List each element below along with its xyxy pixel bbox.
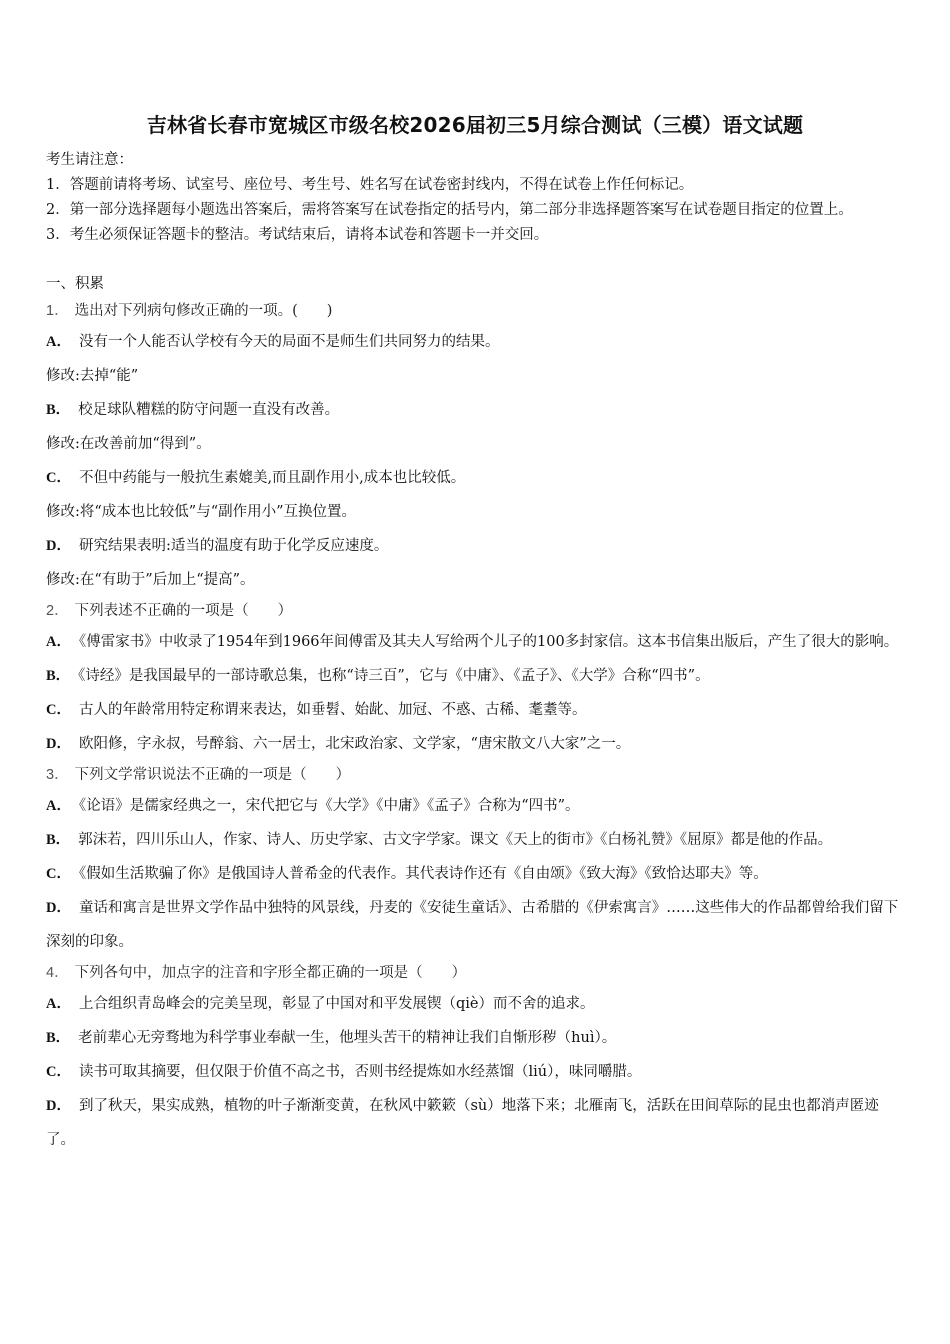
option-text: 欧阳修，字永叔，号醉翁、六一居士，北宋政治家、文学家，“唐宋散文八大家”之一。 [78,736,631,752]
option-letter: D． [46,736,71,752]
option-line [46,659,904,693]
question-number: 3． [46,767,69,783]
option-letter: C． [46,866,71,882]
option-line [46,1089,904,1157]
question-text: 下列文学常识说法不正确的一项是（ ） [74,767,351,783]
option-letter: D． [46,1098,71,1114]
question-stem [46,959,904,987]
document-title: 吉林省长春市宽城区市级名校2026届初三5月综合测试（三模）语文试题 [146,113,804,137]
option-text: 《诗经》是我国最早的一部诗歌总集，也称“诗三百”，它与《中庸》、《孟子》、《大学》合称“四书”。 [78,668,710,684]
option-text: 《傅雷家书》中收录了1954年到1966年间傅雷及其夫人写给两个儿子的100多封家信。这本书信集出版后，产生了很大的影响。 [78,634,899,650]
option-line [46,529,904,563]
option-line [46,1021,904,1055]
option-letter: C． [46,702,71,718]
option-text: 没有一个人能否认学校有今天的局面不是师生们共同努力的结果。 [78,334,500,350]
option-line [46,891,904,959]
option-letter: A． [46,996,71,1012]
question-stem [46,297,904,325]
notice-heading: 考生请注意： [46,152,133,168]
option-text: 校足球队糟糕的防守问题一直没有改善。 [78,402,340,418]
option-line [46,1055,904,1089]
question-2 [46,597,904,761]
option-text: 读书可取其摘要，但仅限于价值不高之书，否则书经提炼如水经蒸馏（liú），味同嚼腊。 [78,1064,642,1080]
option-letter: B． [46,668,71,684]
question-stem [46,597,904,625]
question-number: 2． [46,603,69,619]
question-text: 下列各句中，加点字的注音和字形全都正确的一项是（ ） [74,965,467,981]
option-line [46,823,904,857]
notice-block [46,148,904,248]
option-line [46,857,904,891]
section-heading: 一、积累 [46,276,104,292]
option-line [46,693,904,727]
option-line [46,727,904,761]
option-letter: D． [46,538,71,554]
option-letter: A． [46,634,71,650]
revision-text: 修改:在“有助于”后加上“提高”。 [46,572,255,588]
question-3 [46,761,904,959]
option-text: 童话和寓言是世界文学作品中独特的风景线，丹麦的《安徒生童话》、古希腊的《伊索寓言》……这些伟大的作品都曾给我们留下深刻的印象。 [46,900,899,950]
revision-text: 修改:去掉“能” [46,368,139,384]
option-letter: A． [46,798,71,814]
option-letter: B． [46,1030,71,1046]
option-line [46,987,904,1021]
option-letter: C． [46,1064,71,1080]
option-text: 上合组织青岛峰会的完美呈现，彰显了中国对和平发展锲（qiè）而不舍的追求。 [78,996,595,1012]
option-text: 研究结果表明:适当的温度有助于化学反应速度。 [78,538,389,554]
notice-item: 3．考生必须保证答题卡的整洁。考试结束后，请将本试卷和答题卡一并交回。 [46,227,549,243]
option-letter: A． [46,334,71,350]
option-text: 郭沫若，四川乐山人，作家、诗人、历史学家、古文字学家。课文《天上的街市》《白杨礼赞》《屈原》都是他的作品。 [78,832,833,848]
question-stem [46,761,904,789]
question-text: 下列表述不正确的一项是（ ） [74,603,293,619]
option-line [46,625,904,659]
revision-line [46,495,904,529]
option-letter: C． [46,470,71,486]
option-letter: B． [46,402,71,418]
option-line [46,461,904,495]
revision-text: 修改:在改善前加“得到”。 [46,436,211,452]
question-4 [46,959,904,1157]
notice-item: 1．答题前请将考场、试室号、座位号、考生号、姓名写在试卷密封线内，不得在试卷上作任何标记。 [46,177,694,193]
option-line [46,325,904,359]
question-text: 选出对下列病句修改正确的一项。( ) [74,303,333,319]
question-number: 4． [46,965,69,981]
revision-text: 修改:将“成本也比较低”与“副作用小”互换位置。 [46,504,357,520]
option-letter: B． [46,832,71,848]
option-text: 到了秋天，果实成熟，植物的叶子渐渐变黄，在秋风中簌簌（sù）地落下来；北雁南飞，活跃在田间草际的昆虫也都消声匿迹了。 [46,1098,879,1148]
option-line [46,789,904,823]
revision-line [46,427,904,461]
option-text: 不但中药能与一般抗生素媲美,而且副作用小,成本也比较低。 [78,470,466,486]
option-letter: D． [46,900,71,916]
option-text: 《论语》是儒家经典之一，宋代把它与《大学》《中庸》《孟子》合称为“四书”。 [78,798,580,814]
revision-line [46,359,904,393]
revision-line [46,563,904,597]
option-text: 古人的年龄常用特定称谓来表达，如垂髫、始龀、加冠、不惑、古稀、耄耋等。 [78,702,587,718]
notice-item: 2．第一部分选择题每小题选出答案后，需将答案写在试卷指定的括号内，第二部分非选择题答案写在试卷题目指定的位置上。 [46,202,853,218]
option-line [46,393,904,427]
question-1 [46,297,904,597]
question-number: 1． [46,303,69,319]
option-text: 老前辈心无旁骛地为科学事业奉献一生，他埋头苦干的精神让我们自惭形秽（huì）。 [78,1030,617,1046]
option-text: 《假如生活欺骗了你》是俄国诗人普希金的代表作。其代表诗作还有《自由颂》《致大海》《致恰达耶夫》等。 [78,866,768,882]
